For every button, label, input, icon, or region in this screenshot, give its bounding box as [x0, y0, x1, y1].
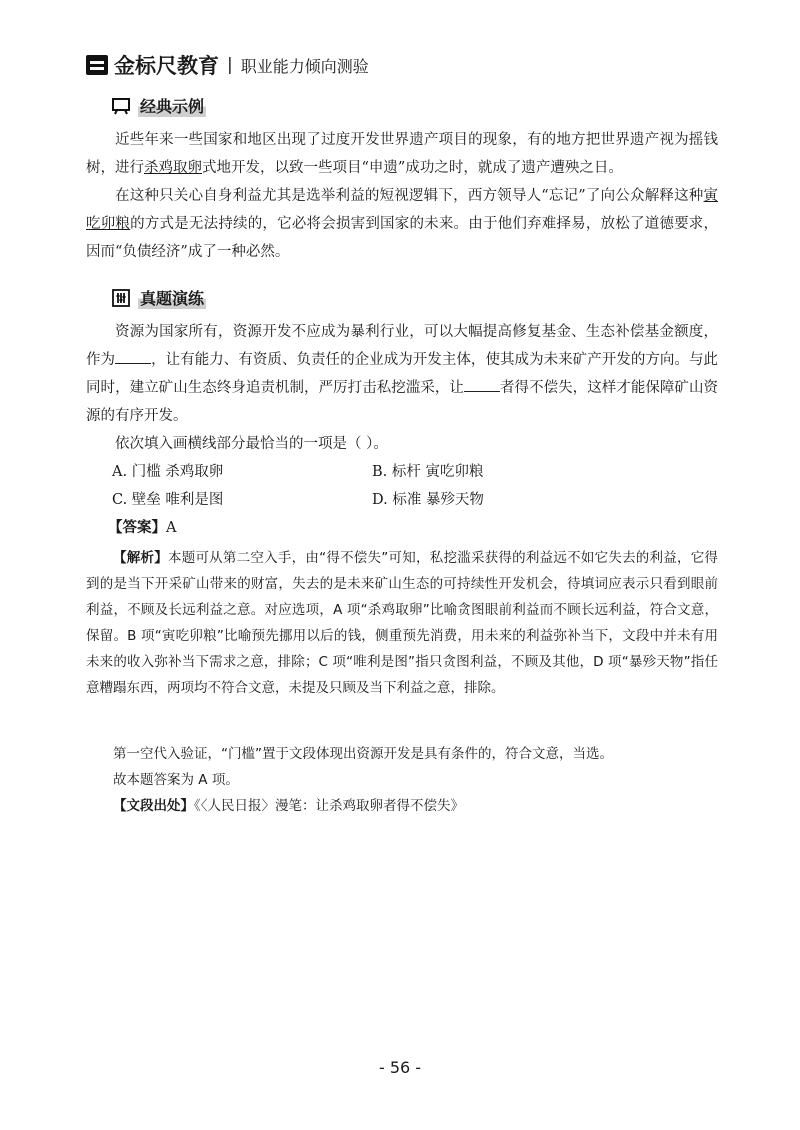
equalizer-icon	[112, 289, 130, 307]
verify-paragraph: 第一空代入验证，“门槛”置于文段体现出资源开发是具有条件的，符合文意，当选。	[113, 746, 613, 762]
source-title: 《〈人民日报〉漫笔：让杀鸡取卵者得不偿失》	[194, 798, 464, 814]
question-stem: 资源为国家所有，资源开发不应成为暴利行业，可以大幅提高修复基金、生态补偿基金额度，作为 ，让有能力、有资质、负责任的企业成为开发主体，使其成为未来矿产开发的方向。与此同时，建立矿山生态终身追责机制，严厉打击私挖滥采，让 者得不偿失，这样才能保障矿山资源的有序开发。	[86, 324, 719, 424]
underlined-phrase: 杀鸡取卵	[144, 160, 202, 176]
header-separator: |	[227, 55, 233, 75]
source-paragraph	[86, 793, 718, 819]
brand-logo-icon	[86, 55, 108, 75]
section-example-title	[112, 94, 206, 117]
question-prompt: 依次填入画横线部分最恰当的一项是（ ）。	[115, 436, 388, 452]
option-d: D. 标准 暴殄天物	[372, 492, 484, 508]
brand-name: 金标尺教育	[114, 54, 219, 78]
section-example-label: 经典示例	[138, 94, 206, 117]
board-icon	[112, 97, 130, 115]
fill-blank-1	[115, 349, 151, 364]
section-practice-label: 真题演练	[138, 286, 206, 309]
conclusion-paragraph: 故本题答案为 A 项。	[113, 772, 239, 788]
fill-blank-2	[464, 377, 500, 392]
analysis-label: 【解析】	[113, 550, 168, 566]
answer-value: A	[166, 520, 177, 536]
page-number: - 56 -	[378, 1058, 422, 1077]
source-label: 【文段出处】	[113, 798, 194, 814]
option-b: B. 标杆 寅吃卯粮	[372, 464, 484, 480]
option-c: C. 壁垒 唯利是图	[112, 492, 224, 508]
example-paragraph-1: 近些年来一些国家和地区出现了过度开发世界遗产项目的现象，有的地方把世界遗产视为摇钱树，进行杀鸡取卵式地开发，以致一些项目“申遗”成功之时，就成了遗产遭殃之日。	[86, 132, 718, 176]
answer-label: 【答案】	[108, 520, 166, 536]
page-header	[86, 50, 369, 80]
answer-options	[112, 458, 632, 514]
analysis-paragraph: 【解析】本题可从第二空入手，由“得不偿失”可知，私挖滥采获得的利益远不如它失去的利益，它得到的是当下开采矿山带来的财富，失去的是未来矿山生态的可持续性开发机会，待填词应表示只看到眼前利益，不顾及长远利益之意。对应选项，A 项“杀鸡取卵”比喻贪图眼前利益而不顾长远利益，符合文意，保留。B 项“寅吃卯粮”比喻预先挪用以后的钱，侧重预先消费，用未来的利益弥补当下，文段中并未有用未来的收入弥补当下需求之意，排除；C 项“唯利是图”指只贪图利益，不顾及其他，D 项“暴殄天物”指任意糟蹋东西，两项均不符合文意，未提及只顾及当下利益之意，排除。	[86, 550, 719, 696]
section-practice-title	[112, 286, 206, 309]
header-subtitle: 职业能力倾向测验	[240, 56, 369, 76]
example-paragraph-2: 在这种只关心自身利益尤其是选举利益的短视逻辑下，西方领导人“忘记”了向公众解释这种寅吃卯粮的方式是无法持续的，它必将会损害到国家的未来。由于他们弃难择易，放松了道德要求，因而“负债经济”成了一种必然。	[86, 188, 718, 260]
answer-line	[108, 516, 176, 537]
option-a: A. 门槛 杀鸡取卵	[112, 464, 224, 480]
underlined-phrase: 寅吃卯粮	[86, 188, 718, 232]
